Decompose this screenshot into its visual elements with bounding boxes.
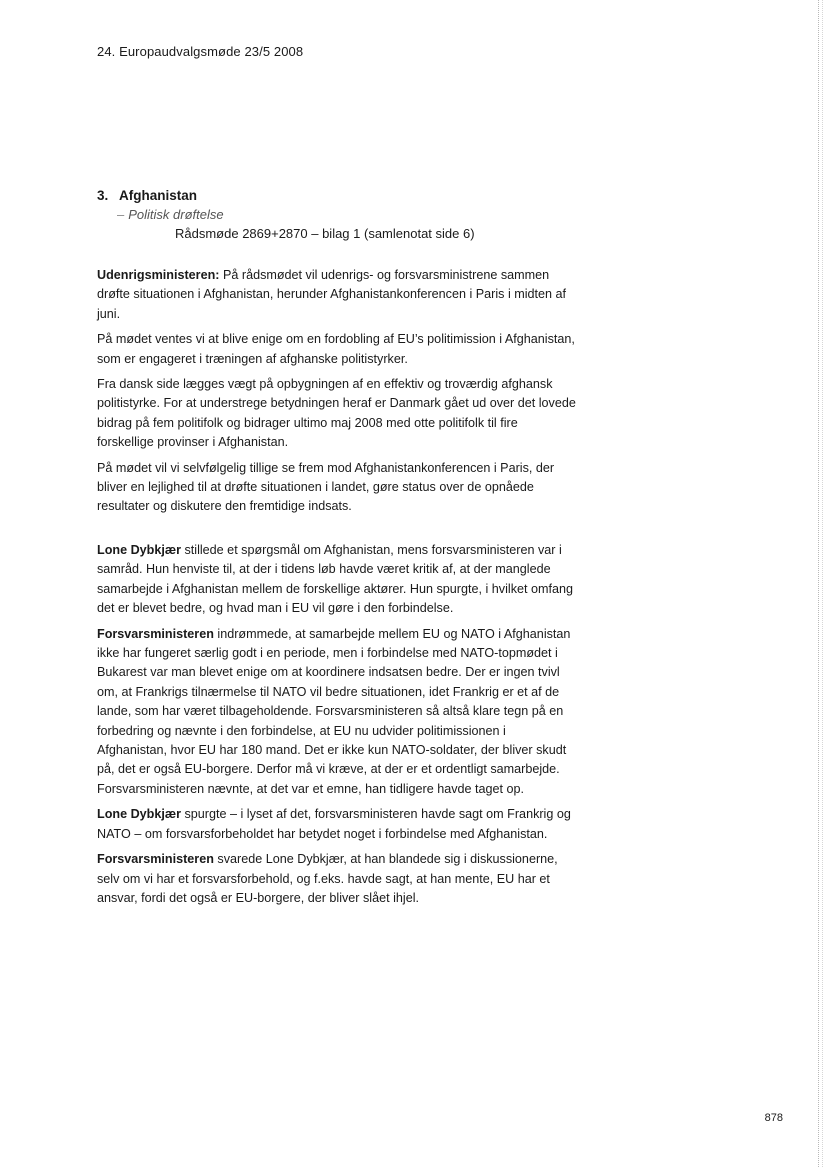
speaker-name: Forsvarsministeren [97, 626, 214, 641]
section-title-text: Afghanistan [119, 188, 198, 203]
paragraph-text: svarede Lone Dybkjær, at han blandede sig i diskussionerne, selv om vi har et forsvarsforbehold, og f.eks. havde sagt, at han mente, EU har et ansvar, fordi det også er EU-borgere, der bliver slået ihjel. [97, 852, 558, 905]
speaker-name: Lone Dybkjær [97, 543, 181, 557]
paragraph-text: stillede et spørgsmål om Afghanistan, mens forsvarsministeren var i samråd. Hun henviste til, at der i tidens løb havde været kritik af, at der manglede samarbejde i Afghanistan mellem de forskellige aktører. Hun spurgte, i hvilket omfang det er blevet bedre, og hvad man i EU vil gøre i den forbindelse. [97, 543, 573, 616]
minister-statement-block [97, 266, 577, 523]
agenda-section [97, 186, 597, 244]
paragraph [97, 805, 577, 844]
paragraph-text: spurgte – i lyset af det, forsvarsministeren havde sagt om Frankrig og NATO – om forsvarsforbeholdet har betydet noget i forbindelse med Afghanistan. [97, 807, 571, 841]
page-number: 878 [764, 1112, 783, 1124]
section-number: 3. [97, 188, 109, 203]
speaker-name: Forsvarsministeren [97, 852, 214, 867]
paragraph: På mødet vil vi selvfølgelig tillige se frem mod Afghanistankonferencen i Paris, der bliver en lejlighed til at drøfte situationen i landet, gøre status over de opnåede resultater og diskutere den fremtidige indsats. [97, 460, 555, 514]
paragraph [97, 541, 577, 619]
subtitle-dash: – [117, 207, 125, 222]
discussion-block [97, 541, 577, 914]
speaker-name: Lone Dybkjær [97, 807, 181, 822]
subtitle-text: Politisk drøftelse [128, 207, 224, 222]
section-title [97, 186, 597, 205]
section-subtitle [117, 205, 597, 224]
paragraph [97, 625, 577, 800]
scan-edge-line [817, 0, 819, 1167]
paragraph [97, 266, 577, 324]
scan-edge-line-outer [821, 0, 823, 1167]
paragraph: Fra dansk side lægges vægt på opbygningen af en effektiv og troværdig afghansk politistyrke. For at understrege betydningen heraf er Danmark gået ud over det lovede bidrag på fem politifolk og bidrager ultimo maj 2008 med otte politifolk til fire forskellige provinser i Afghanistan. [97, 377, 576, 450]
council-reference: Rådsmøde 2869+2870 – bilag 1 (samlenotat side 6) [175, 226, 475, 241]
document-header: 24. Europaudvalgsmøde 23/5 2008 [97, 44, 304, 59]
paragraph-text: indrømmede, at samarbejde mellem EU og NATO i Afghanistan ikke har fungeret særlig godt i en periode, men i forbindelse med NATO-topmødet i Bukarest var man blevet enige om at koordinere indsatsen bedre. Der er ingen tvivl om, at Frankrigs tilnærmelse til NATO vil bedre situationen, idet Frankrig er et af de lande, som har været tilbageholdende. Forsvarsministeren så altså klare tegn på en forbedring og nævnte i den forbindelse, at EU nu udvider politimissionen i Afghanistan, hvor EU har 180 mand. Det er ikke kun NATO-soldater, der bliver skudt på, det er også EU-borgere. Derfor må vi kræve, at der er et ordentligt samarbejde. Forsvarsministeren nævnte, at det var et emne, han tidligere havde taget op. [97, 626, 571, 796]
paragraph-text: På rådsmødet vil udenrigs- og forsvarsministrene sammen drøfte situationen i Afghanistan, herunder Afghanistankonferencen i Paris i midten af juni. [97, 268, 567, 321]
paragraph [97, 850, 577, 908]
speaker-name: Udenrigsministeren: [97, 268, 220, 282]
paragraph: På mødet ventes vi at blive enige om en fordobling af EU’s politimission i Afghanistan, som er engageret i træningen af afghanske politistyrker. [97, 332, 575, 366]
